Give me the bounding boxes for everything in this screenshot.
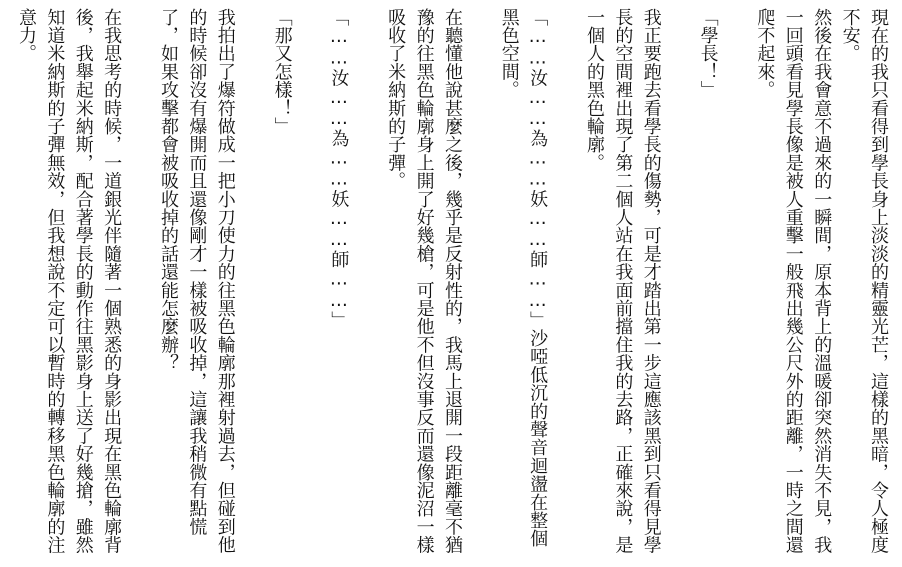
paragraph: 我拍出了爆符做成一把小刀使力的往黑色輪廓那裡射過去，但碰到他的時候卻沒有爆開而且還像剛才一樣被吸收掉，這讓我稍微有點慌了，如果攻擊都會被吸收掉的話還能怎麼辦？ bbox=[157, 8, 236, 554]
blank-line bbox=[239, 8, 267, 561]
blank-line bbox=[125, 8, 153, 561]
dialogue-line: 「學長！」 bbox=[697, 8, 719, 99]
paragraph: 在我思考的時候，一道銀光伴隨著一個熟悉的身影出現在黑色輪廓背後，我舉起米納斯，配合著學長的動作往黑影身上送了好幾搶，雖然知道米納斯的子彈無效，但我想說不定可以暫時的轉移黑色輪廓的注意力。 bbox=[15, 8, 123, 554]
paragraph: 在聽懂他說甚麼之後，幾乎是反射性的，我馬上退開一段距離毫不猶豫的往黑色輪廓身上開了好幾槍，可是他不但沒事反而還像泥沼一樣吸收了米納斯的子彈。 bbox=[385, 8, 463, 554]
paragraph: 現在的我只看得到學長身上淡淡的精靈光芒，這樣的黑暗，令人極度不安。 bbox=[839, 8, 889, 554]
blank-line bbox=[352, 8, 380, 561]
blank-line bbox=[551, 8, 579, 561]
blank-line bbox=[296, 8, 324, 561]
dialogue-line: 「……汝……為……妖……師……」 bbox=[328, 8, 350, 330]
dialogue-line: 「那又怎樣！」 bbox=[271, 8, 293, 136]
blank-line bbox=[466, 8, 494, 561]
dialogue-line: 「……汝……為……妖……師……」沙啞低沉的聲音迴盪在整個黑色空間。 bbox=[498, 8, 549, 548]
blank-line bbox=[722, 8, 750, 561]
paragraph: 然後在我會意不過來的一瞬間，原本背上的溫暖卻突然消失不見，我一回頭看見學長像是被人重擊一般飛出幾公尺外的距離，一時之間還爬不起來。 bbox=[754, 8, 833, 554]
blank-line bbox=[0, 8, 12, 561]
blank-line bbox=[665, 8, 693, 561]
paragraph: 我正要跑去看學長的傷勢，可是才踏出第一步這應該黑到只看得見學長的空間裡出現了第二個人站在我面前擋住我的去路，正確來說，是一個人的黑色輪廓。 bbox=[583, 8, 662, 554]
